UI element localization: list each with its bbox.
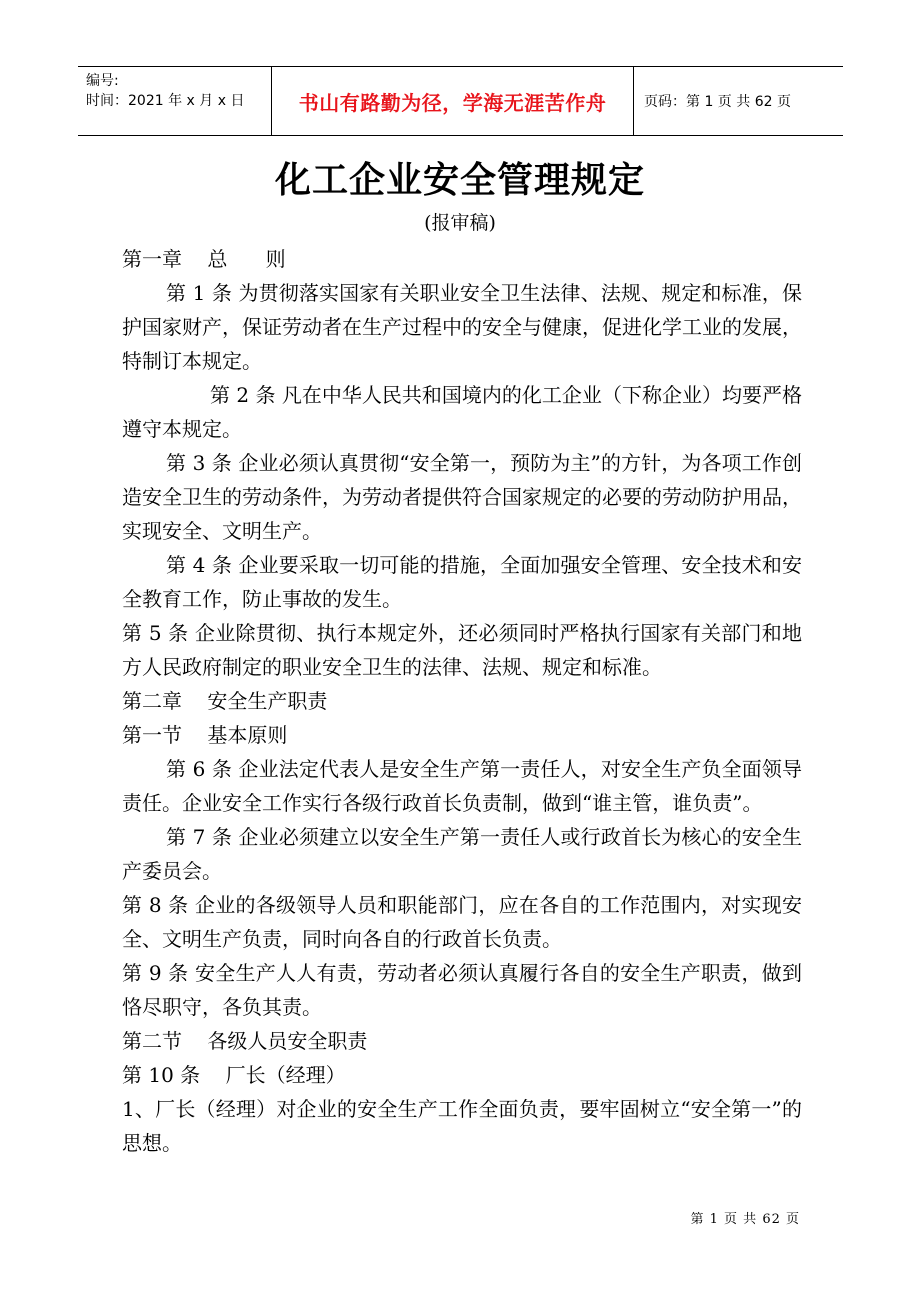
article-paragraph: 第 3 条 企业必须认真贯彻“安全第一，预防为主”的方针，为各项工作创造安全卫生的劳动条件，为劳动者提供符合国家规定的必要的劳动防护用品，实现安全、文明生产。 [122, 451, 802, 543]
header-motto: 书山有路勤为径，学海无涯苦作舟 [272, 67, 634, 135]
chapter-heading: 第一章 总 则 [122, 247, 286, 271]
time-label: 时间：2021 年 x 月 x 日 [86, 93, 245, 109]
serial-number-label: 编号: [86, 73, 119, 89]
article-paragraph: 第 4 条 企业要采取一切可能的措施，全面加强安全管理、安全技术和安全教育工作，防止事故的发生。 [122, 553, 802, 611]
header-page-info: 页码：第 1 页 共 62 页 [644, 94, 791, 110]
page-footer: 第 1 页 共 62 页 [690, 1212, 800, 1227]
page-header [78, 66, 843, 136]
article-paragraph: 第 5 条 企业除贯彻、执行本规定外，还必须同时严格执行国家有关部门和地方人民政府制定的职业安全卫生的法律、法规、规定和标准。 [122, 621, 802, 679]
document-title: 化工企业安全管理规定 [274, 160, 645, 201]
document-subtitle: (报审稿) [424, 212, 496, 234]
header-info-cell [78, 67, 272, 135]
article-paragraph: 第 6 条 企业法定代表人是安全生产第一责任人，对安全生产负全面领导责任。企业安全工作实行各级行政首长负责制，做到“谁主管，谁负责”。 [122, 757, 802, 815]
section-heading: 第二节 各级人员安全职责 [122, 1029, 368, 1053]
section-heading: 第一节 基本原则 [122, 723, 288, 747]
article-paragraph: 1、厂长（经理）对企业的安全生产工作全面负责，要牢固树立“安全第一”的思想。 [122, 1097, 802, 1155]
chapter-heading: 第二章 安全生产职责 [122, 689, 328, 713]
document-body [122, 242, 802, 1160]
article-paragraph: 第 2 条 凡在中华人民共和国境内的化工企业（下称企业）均要严格遵守本规定。 [122, 383, 802, 441]
article-paragraph: 第 8 条 企业的各级领导人员和职能部门，应在各自的工作范围内，对实现安全、文明生产负责，同时向各自的行政首长负责。 [122, 893, 802, 951]
article-paragraph: 第 1 条 为贯彻落实国家有关职业安全卫生法律、法规、规定和标准，保护国家财产，保证劳动者在生产过程中的安全与健康，促进化学工业的发展，特制订本规定。 [122, 281, 802, 373]
article-paragraph: 第 9 条 安全生产人人有责，劳动者必须认真履行各自的安全生产职责，做到恪尽职守，各负其责。 [122, 961, 802, 1019]
article-paragraph: 第 7 条 企业必须建立以安全生产第一责任人或行政首长为核心的安全生产委员会。 [122, 825, 802, 883]
article-heading: 第 10 条 厂长（经理） [122, 1063, 346, 1087]
